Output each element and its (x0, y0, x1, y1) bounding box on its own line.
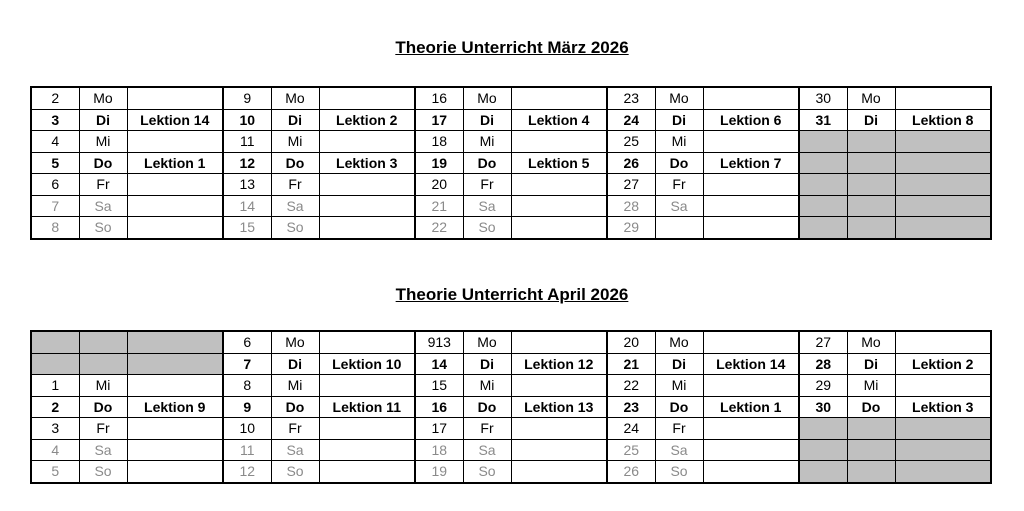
cell-day-number (799, 439, 847, 461)
table-row (31, 87, 991, 109)
cell-day-number: 26 (607, 152, 655, 174)
cell-lesson (895, 174, 991, 196)
cell-weekday: Mi (79, 375, 127, 397)
cell-weekday: So (463, 461, 511, 483)
cell-weekday: Do (847, 396, 895, 418)
cell-day-number: 10 (223, 418, 271, 440)
cell-weekday: Mo (847, 331, 895, 353)
cell-day-number: 13 (223, 174, 271, 196)
cell-lesson (127, 461, 223, 483)
cell-lesson: Lektion 14 (703, 353, 799, 375)
cell-lesson (895, 375, 991, 397)
cell-lesson (127, 174, 223, 196)
cell-day-number: 31 (799, 109, 847, 131)
cell-lesson: Lektion 3 (319, 152, 415, 174)
cell-lesson: Lektion 5 (511, 152, 607, 174)
cell-weekday: Mi (271, 375, 319, 397)
cell-day-number: 12 (223, 461, 271, 483)
cell-day-number (799, 152, 847, 174)
march-calendar-table (30, 86, 992, 240)
cell-lesson (127, 87, 223, 109)
cell-lesson (319, 217, 415, 239)
table-row (31, 331, 991, 353)
table-row (31, 439, 991, 461)
table-row (31, 174, 991, 196)
cell-lesson: Lektion 6 (703, 109, 799, 131)
cell-day-number: 30 (799, 87, 847, 109)
april-title: Theorie Unterricht April 2026 (395, 285, 629, 304)
cell-lesson (703, 439, 799, 461)
cell-lesson (319, 461, 415, 483)
cell-lesson (127, 331, 223, 353)
cell-lesson (319, 131, 415, 153)
cell-weekday: Mi (655, 375, 703, 397)
table-row (31, 353, 991, 375)
cell-day-number: 7 (31, 195, 79, 217)
cell-weekday: Mi (463, 131, 511, 153)
cell-day-number: 3 (31, 418, 79, 440)
cell-lesson: Lektion 8 (895, 109, 991, 131)
cell-day-number: 8 (223, 375, 271, 397)
cell-day-number: 20 (607, 331, 655, 353)
cell-day-number: 22 (607, 375, 655, 397)
cell-weekday: Sa (271, 195, 319, 217)
cell-lesson: Lektion 14 (127, 109, 223, 131)
cell-lesson (319, 195, 415, 217)
cell-weekday: So (655, 461, 703, 483)
cell-weekday: Fr (655, 174, 703, 196)
table-row (31, 217, 991, 239)
cell-day-number: 18 (415, 131, 463, 153)
cell-day-number: 25 (607, 439, 655, 461)
cell-weekday: Fr (79, 174, 127, 196)
cell-weekday: Do (79, 152, 127, 174)
cell-day-number: 23 (607, 396, 655, 418)
cell-weekday: So (79, 217, 127, 239)
cell-lesson (319, 174, 415, 196)
cell-day-number: 14 (415, 353, 463, 375)
cell-weekday: Do (271, 396, 319, 418)
cell-weekday: Sa (463, 195, 511, 217)
cell-day-number: 2 (31, 87, 79, 109)
cell-day-number: 21 (607, 353, 655, 375)
cell-lesson: Lektion 2 (319, 109, 415, 131)
cell-day-number: 9 (223, 87, 271, 109)
cell-lesson (127, 353, 223, 375)
cell-day-number: 23 (607, 87, 655, 109)
cell-day-number: 1 (31, 375, 79, 397)
cell-lesson (703, 418, 799, 440)
cell-day-number: 15 (223, 217, 271, 239)
table-row (31, 375, 991, 397)
cell-weekday: Mo (271, 331, 319, 353)
table-row (31, 109, 991, 131)
cell-day-number: 7 (223, 353, 271, 375)
cell-day-number: 17 (415, 418, 463, 440)
cell-weekday: Di (463, 109, 511, 131)
cell-lesson: Lektion 12 (511, 353, 607, 375)
cell-day-number: 26 (607, 461, 655, 483)
cell-lesson (511, 131, 607, 153)
cell-day-number: 11 (223, 131, 271, 153)
cell-day-number (31, 353, 79, 375)
table-row (31, 131, 991, 153)
cell-day-number: 24 (607, 418, 655, 440)
cell-lesson (895, 217, 991, 239)
cell-lesson (895, 152, 991, 174)
cell-day-number: 9 (223, 396, 271, 418)
cell-day-number: 3 (31, 109, 79, 131)
cell-day-number: 12 (223, 152, 271, 174)
cell-weekday: So (271, 217, 319, 239)
cell-lesson (703, 375, 799, 397)
cell-lesson (127, 418, 223, 440)
cell-day-number: 25 (607, 131, 655, 153)
cell-weekday: Mo (271, 87, 319, 109)
cell-lesson (127, 131, 223, 153)
cell-weekday: Mi (655, 131, 703, 153)
cell-lesson: Lektion 1 (703, 396, 799, 418)
cell-weekday (847, 195, 895, 217)
cell-weekday: Sa (463, 439, 511, 461)
cell-lesson: Lektion 11 (319, 396, 415, 418)
cell-weekday: Di (463, 353, 511, 375)
cell-weekday: Di (655, 109, 703, 131)
cell-weekday: Mo (655, 87, 703, 109)
cell-weekday: Mo (655, 331, 703, 353)
cell-weekday: Mi (463, 375, 511, 397)
cell-weekday: Sa (655, 195, 703, 217)
cell-lesson (319, 418, 415, 440)
cell-weekday: Do (271, 152, 319, 174)
cell-day-number: 18 (415, 439, 463, 461)
table-row (31, 152, 991, 174)
cell-lesson (511, 174, 607, 196)
cell-day-number (799, 174, 847, 196)
cell-weekday (847, 152, 895, 174)
cell-day-number: 29 (607, 217, 655, 239)
cell-lesson (895, 461, 991, 483)
cell-lesson (511, 87, 607, 109)
cell-day-number (31, 331, 79, 353)
cell-weekday: Di (271, 353, 319, 375)
cell-lesson (127, 375, 223, 397)
cell-weekday (79, 331, 127, 353)
cell-day-number: 5 (31, 461, 79, 483)
cell-lesson (703, 331, 799, 353)
cell-weekday (847, 131, 895, 153)
cell-day-number: 14 (223, 195, 271, 217)
cell-weekday: So (271, 461, 319, 483)
table-row (31, 396, 991, 418)
cell-day-number: 4 (31, 131, 79, 153)
cell-weekday: Fr (655, 418, 703, 440)
cell-weekday: Sa (271, 439, 319, 461)
table-row (31, 461, 991, 483)
cell-lesson (319, 375, 415, 397)
cell-day-number: 5 (31, 152, 79, 174)
table-row (31, 418, 991, 440)
cell-weekday: Fr (271, 418, 319, 440)
cell-day-number (799, 418, 847, 440)
cell-day-number: 28 (799, 353, 847, 375)
cell-lesson: Lektion 9 (127, 396, 223, 418)
cell-lesson (895, 331, 991, 353)
cell-weekday: Fr (79, 418, 127, 440)
cell-day-number: 6 (223, 331, 271, 353)
cell-weekday: Di (847, 109, 895, 131)
cell-weekday (79, 353, 127, 375)
cell-lesson (319, 87, 415, 109)
cell-day-number (799, 195, 847, 217)
cell-day-number: 4 (31, 439, 79, 461)
cell-day-number: 16 (415, 87, 463, 109)
cell-lesson (511, 195, 607, 217)
cell-weekday (847, 418, 895, 440)
cell-weekday: So (463, 217, 511, 239)
cell-weekday: Mo (847, 87, 895, 109)
cell-lesson: Lektion 10 (319, 353, 415, 375)
cell-weekday: Di (655, 353, 703, 375)
cell-day-number: 22 (415, 217, 463, 239)
cell-weekday: Fr (463, 418, 511, 440)
cell-lesson: Lektion 7 (703, 152, 799, 174)
cell-weekday (655, 217, 703, 239)
cell-lesson (511, 461, 607, 483)
cell-day-number: 10 (223, 109, 271, 131)
cell-weekday: Sa (655, 439, 703, 461)
cell-lesson: Lektion 1 (127, 152, 223, 174)
cell-lesson (895, 131, 991, 153)
cell-lesson (127, 195, 223, 217)
cell-lesson (319, 439, 415, 461)
cell-day-number: 27 (607, 174, 655, 196)
cell-weekday: So (79, 461, 127, 483)
cell-weekday: Sa (79, 439, 127, 461)
cell-lesson: Lektion 2 (895, 353, 991, 375)
cell-day-number: 2 (31, 396, 79, 418)
cell-weekday: Do (79, 396, 127, 418)
cell-day-number: 30 (799, 396, 847, 418)
cell-day-number: 21 (415, 195, 463, 217)
cell-lesson (895, 195, 991, 217)
cell-weekday (847, 439, 895, 461)
cell-lesson (319, 331, 415, 353)
cell-weekday: Mi (847, 375, 895, 397)
cell-weekday: Mi (271, 131, 319, 153)
cell-day-number: 11 (223, 439, 271, 461)
cell-lesson (127, 217, 223, 239)
cell-lesson (511, 375, 607, 397)
cell-weekday: Do (463, 396, 511, 418)
cell-day-number: 6 (31, 174, 79, 196)
cell-lesson (511, 217, 607, 239)
cell-day-number: 17 (415, 109, 463, 131)
cell-weekday (847, 461, 895, 483)
cell-weekday: Mo (463, 87, 511, 109)
cell-lesson (895, 418, 991, 440)
cell-weekday: Fr (463, 174, 511, 196)
cell-weekday: Mo (463, 331, 511, 353)
cell-day-number: 27 (799, 331, 847, 353)
cell-weekday: Do (655, 152, 703, 174)
cell-day-number: 20 (415, 174, 463, 196)
table-row (31, 195, 991, 217)
cell-lesson (703, 174, 799, 196)
cell-weekday: Do (655, 396, 703, 418)
march-title: Theorie Unterricht März 2026 (395, 38, 629, 57)
cell-weekday: Sa (79, 195, 127, 217)
cell-lesson (511, 418, 607, 440)
cell-weekday: Di (79, 109, 127, 131)
cell-weekday (847, 174, 895, 196)
cell-lesson (127, 439, 223, 461)
cell-day-number: 913 (415, 331, 463, 353)
cell-weekday: Mo (79, 87, 127, 109)
cell-lesson (511, 439, 607, 461)
cell-lesson (703, 131, 799, 153)
cell-day-number: 28 (607, 195, 655, 217)
cell-lesson (703, 461, 799, 483)
cell-lesson (703, 195, 799, 217)
cell-day-number (799, 131, 847, 153)
cell-lesson (895, 87, 991, 109)
cell-lesson (703, 87, 799, 109)
cell-lesson (895, 439, 991, 461)
cell-weekday: Di (847, 353, 895, 375)
cell-weekday: Fr (271, 174, 319, 196)
cell-day-number (799, 461, 847, 483)
cell-day-number: 19 (415, 152, 463, 174)
cell-weekday: Mi (79, 131, 127, 153)
cell-weekday: Di (271, 109, 319, 131)
cell-lesson (703, 217, 799, 239)
cell-weekday (847, 217, 895, 239)
cell-day-number (799, 217, 847, 239)
cell-day-number: 29 (799, 375, 847, 397)
april-calendar-table (30, 330, 992, 484)
cell-day-number: 15 (415, 375, 463, 397)
cell-lesson: Lektion 4 (511, 109, 607, 131)
cell-day-number: 16 (415, 396, 463, 418)
cell-day-number: 19 (415, 461, 463, 483)
cell-day-number: 24 (607, 109, 655, 131)
cell-day-number: 8 (31, 217, 79, 239)
cell-lesson (511, 331, 607, 353)
cell-weekday: Do (463, 152, 511, 174)
cell-lesson: Lektion 13 (511, 396, 607, 418)
cell-lesson: Lektion 3 (895, 396, 991, 418)
